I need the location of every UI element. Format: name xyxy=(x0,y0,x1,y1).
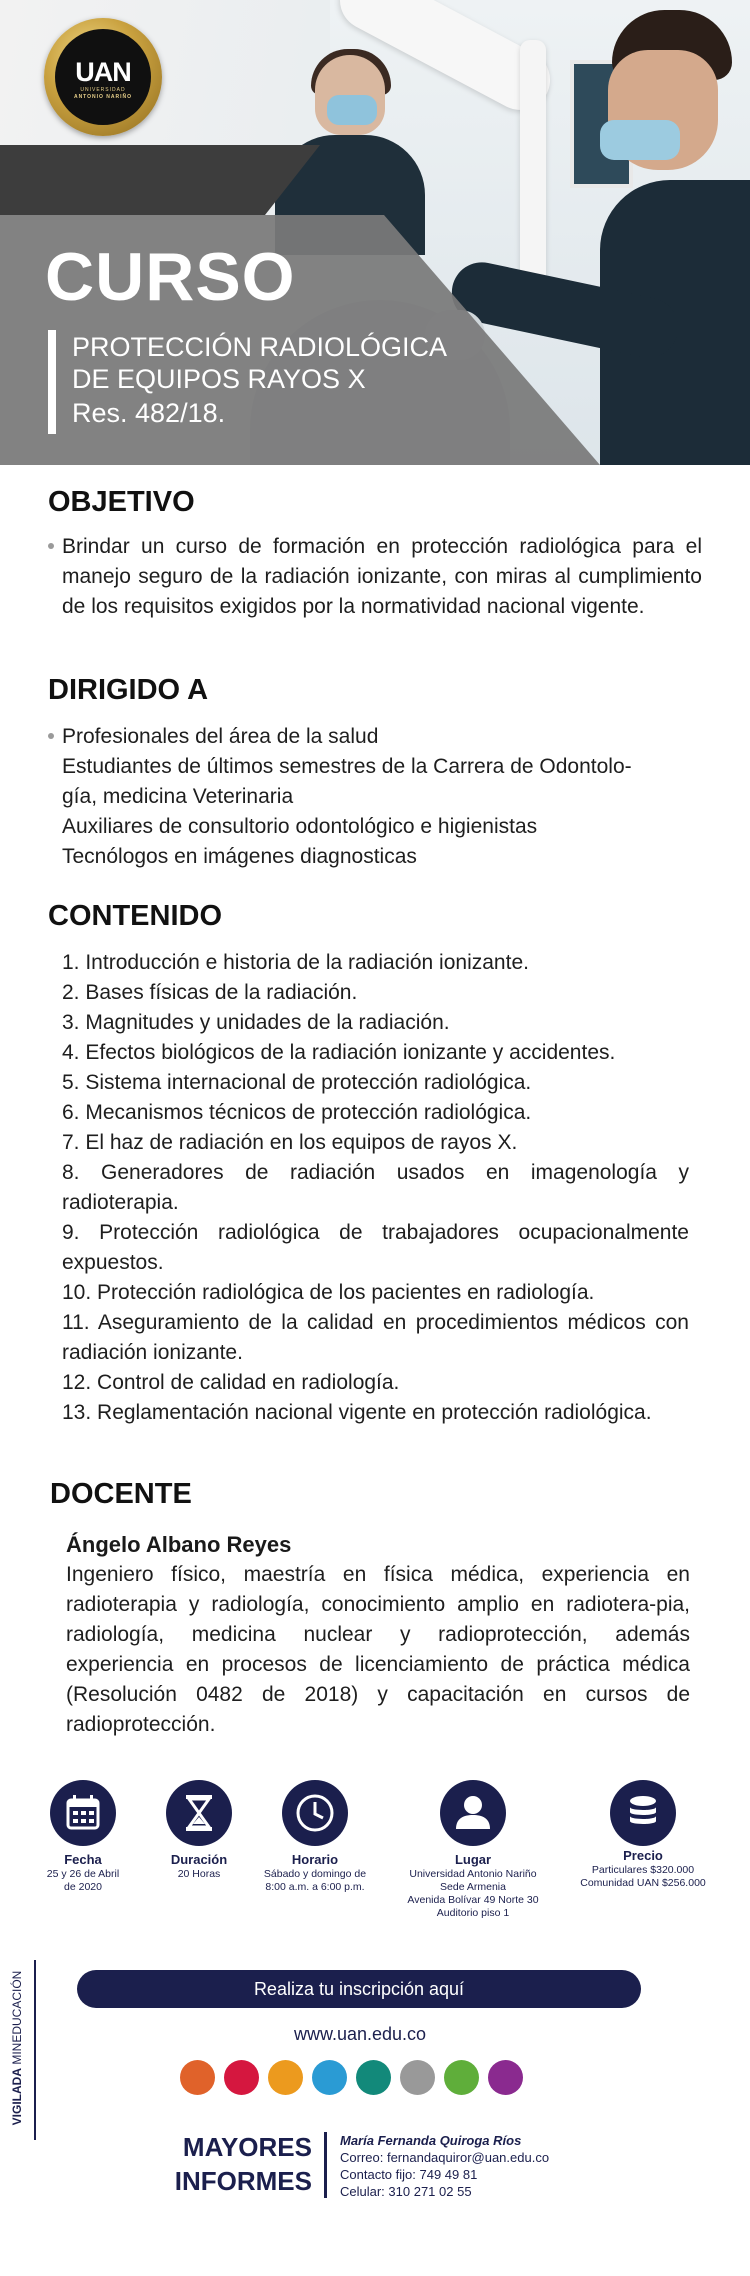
color-dot xyxy=(444,2060,479,2095)
lugar-label: Lugar xyxy=(454,1852,492,1867)
lugar-line: Sede Armenia xyxy=(440,1881,506,1893)
bullet-icon xyxy=(48,543,54,549)
course-resolution: Res. 482/18. xyxy=(72,398,226,428)
contenido-item-1: 1. Introducción e historia de la radiación ionizante. xyxy=(62,951,529,974)
horario-label: Horario xyxy=(291,1852,339,1867)
clock-icon xyxy=(282,1780,348,1846)
duracion-line: 20 Horas xyxy=(177,1868,221,1880)
fecha-line: de 2020 xyxy=(64,1881,102,1893)
contact-divider xyxy=(324,2132,327,2198)
dentist-figure xyxy=(600,10,750,465)
uan-logo[interactable]: UAN UNIVERSIDAD ANTONIO NARIÑO xyxy=(44,18,162,136)
fecha-line: 25 y 26 de Abril xyxy=(46,1868,120,1880)
color-dot xyxy=(180,2060,215,2095)
contenido-item-5: 5. Sistema internacional de protección radiológica. xyxy=(62,1071,532,1094)
dirigido-item: Tecnólogos en imágenes diagnosticas xyxy=(62,845,417,868)
contenido-item-12: 12. Control de calidad en radiología. xyxy=(62,1371,400,1394)
contact-mobile[interactable]: Celular: 310 271 02 55 xyxy=(340,2184,472,2199)
contenido-item-13: 13. Reglamentación nacional vigente en protección radiológica. xyxy=(62,1401,652,1424)
objetivo-heading: OBJETIVO xyxy=(48,486,195,518)
contact-phone[interactable]: Contacto fijo: 749 49 81 xyxy=(340,2167,478,2182)
dirigido-item: Auxiliares de consultorio odontológico e higienistas xyxy=(62,815,538,838)
contenido-item-10: 10. Protección radiológica de los pacientes en radiología. xyxy=(62,1281,595,1304)
contenido-item-8: 8. Generadores de radiación usados en imagenología y radioterapia. xyxy=(62,1161,689,1214)
dirigido-item: Profesionales del área de la salud xyxy=(62,725,379,748)
website-link[interactable]: www.uan.edu.co xyxy=(293,2024,427,2044)
contenido-item-9: 9. Protección radiológica de trabajadores ocupacionalmente expuestos. xyxy=(62,1221,689,1274)
horario-line: Sábado y domingo de xyxy=(263,1868,367,1880)
color-dot xyxy=(356,2060,391,2095)
course-kicker: CURSO xyxy=(45,239,296,315)
horario-line: 8:00 a.m. a 6:00 p.m. xyxy=(265,1881,365,1893)
contenido-item-4: 4. Efectos biológicos de la radiación ionizante y accidentes. xyxy=(62,1041,616,1064)
bullet-icon xyxy=(48,733,54,739)
hourglass-icon xyxy=(166,1780,232,1846)
docente-bio: Ingeniero físico, maestría en física médica, experiencia en radioterapia y radiología, conocimiento amplio en radiotera-pia, radiología, medicina nuclear y radioprotección, además experiencia en procesos de licenciamiento de práctica médica (Resolución 0482 de 2018) y capacitación en cursos de radioprotección. xyxy=(66,1563,690,1736)
fecha-label: Fecha xyxy=(64,1852,102,1867)
mayores-informes-heading: MAYORES INFORMES xyxy=(174,2132,312,2196)
vigilada-mineducacion: VIGILADA MINEDUCACIÓN xyxy=(6,1960,38,2140)
contenido-item-2: 2. Bases físicas de la radiación. xyxy=(62,981,358,1004)
lugar-line: Avenida Bolívar 49 Norte 30 xyxy=(407,1894,539,1906)
precio-label: Precio xyxy=(623,1848,663,1863)
course-title-line-2: DE EQUIPOS RAYOS X xyxy=(72,364,366,394)
contenido-item-6: 6. Mecanismos técnicos de protección radiológica. xyxy=(62,1101,532,1124)
inscription-button[interactable]: Realiza tu inscripción aquí xyxy=(77,1970,641,2008)
precio-line: Particulares $320.000 xyxy=(591,1864,695,1876)
duracion-label: Duración xyxy=(170,1852,228,1867)
user-icon xyxy=(440,1780,506,1846)
lugar-line: Universidad Antonio Nariño xyxy=(409,1868,537,1880)
docente-heading: DOCENTE xyxy=(50,1478,192,1510)
contenido-item-7: 7. El haz de radiación en los equipos de rayos X. xyxy=(62,1131,518,1154)
contact-name: María Fernanda Quiroga Ríos xyxy=(340,2133,522,2148)
color-dot xyxy=(312,2060,347,2095)
precio-line: Comunidad UAN $256.000 xyxy=(580,1877,706,1889)
dirigido-heading: DIRIGIDO A xyxy=(48,674,209,706)
contenido-heading: CONTENIDO xyxy=(48,900,222,932)
docente-name: Ángelo Albano Reyes xyxy=(66,1532,292,1557)
color-dot xyxy=(268,2060,303,2095)
contenido-item-3: 3. Magnitudes y unidades de la radiación. xyxy=(62,1011,450,1034)
color-dot xyxy=(224,2060,259,2095)
calendar-icon xyxy=(50,1780,116,1846)
dirigido-item: gía, medicina Veterinaria xyxy=(62,785,294,808)
dirigido-item: Estudiantes de últimos semestres de la Carrera de Odontolo- xyxy=(62,755,632,778)
xray-stand xyxy=(520,40,546,300)
lugar-line: Auditorio piso 1 xyxy=(436,1907,510,1919)
header-dark-band xyxy=(0,145,265,215)
contenido-item-11: 11. Aseguramiento de la calidad en procedimientos médicos con radiación ionizante. xyxy=(62,1311,689,1364)
course-title-line-1: PROTECCIÓN RADIOLÓGICA xyxy=(72,332,448,362)
contact-email[interactable]: Correo: fernandaquiror@uan.edu.co xyxy=(340,2150,550,2165)
title-accent-bar xyxy=(48,330,56,434)
coins-icon xyxy=(610,1780,676,1846)
objetivo-text: Brindar un curso de formación en protección radiológica para el manejo seguro de la radiación ionizante, con miras al cumplimiento de los requisitos exigidos por la normatividad nacional vigente. xyxy=(62,535,702,618)
color-dot xyxy=(488,2060,523,2095)
color-dot xyxy=(400,2060,435,2095)
